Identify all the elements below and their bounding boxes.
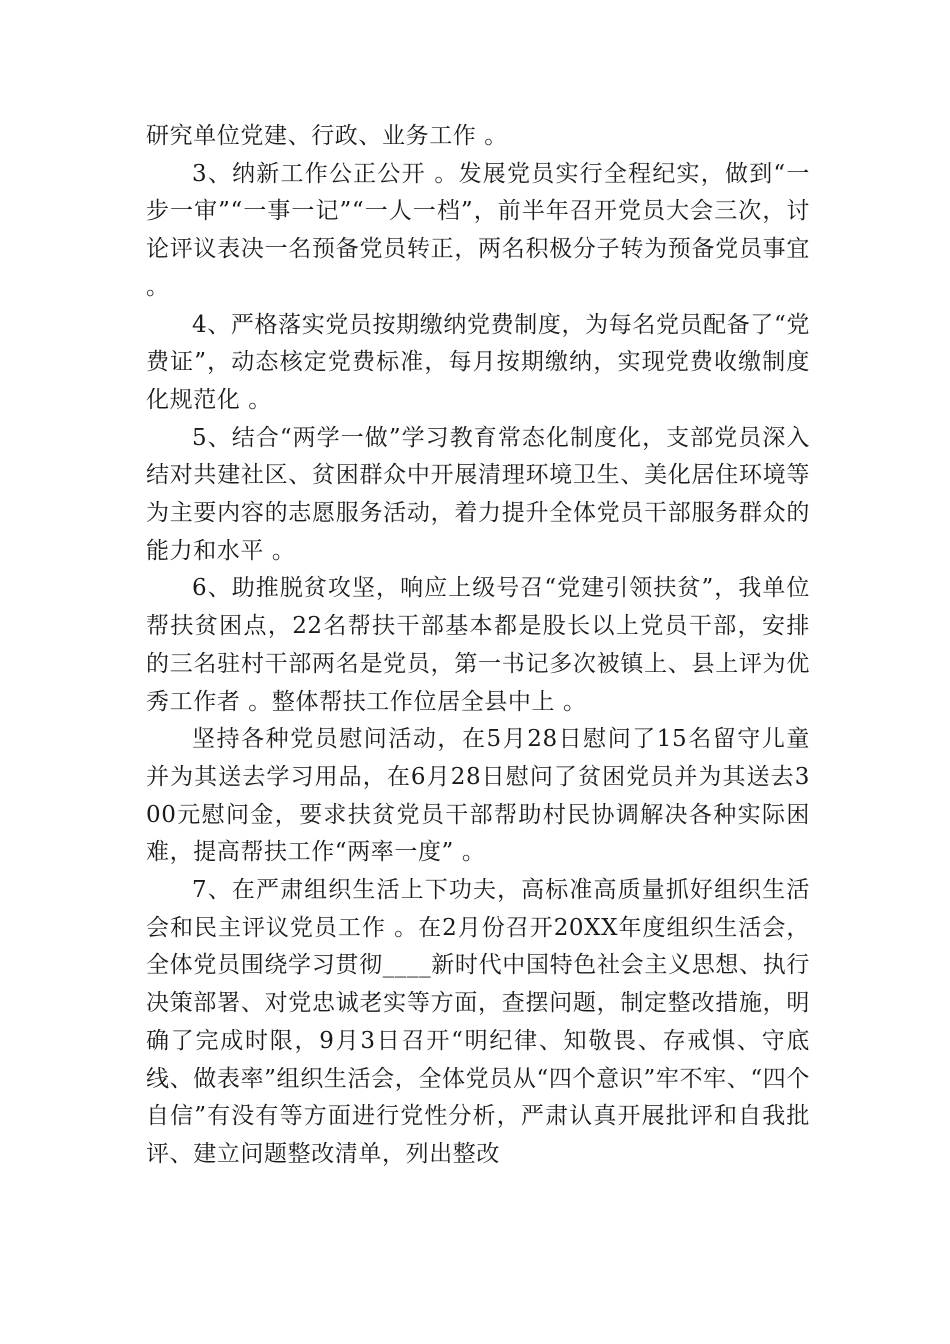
paragraph-item-7: 7、在严肃组织生活上下功夫，高标准高质量抓好组织生活会和民主评议党员工作 。在2月份召开20XX年度组织生活会，全体党员围绕学习贯彻____新时代中国特色社会主义思想、执行决策部署、对党忠诚老实等方面，查摆问题，制定整改措施，明确了完成时限，9月3日召开“明纪律、知敬畏、存戒惧、守底线、做表率”组织生活会，全体党员从“四个意识”牢不牢、“四个自信”有没有等方面进行党性分析，严肃认真开展批评和自我批评、建立问题整改清单，列出整改 <box>146 877 810 1167</box>
paragraph-item-5: 5、结合“两学一做”学习教育常态化制度化，支部党员深入结对共建社区、贫困群众中开展清理环境卫生、美化居住环境等为主要内容的志愿服务活动，着力提升全体党员干部服务群众的能力和水平 。 <box>146 424 810 564</box>
paragraph-item-4: 4、严格落实党员按期缴纳党费制度，为每名党员配备了“党费证”，动态核定党费标准，每月按期缴纳，实现党费收缴制度化规范化 。 <box>146 311 810 413</box>
paragraph-item-6: 6、助推脱贫攻坚，响应上级号召“党建引领扶贫”，我单位帮扶贫困点，22名帮扶干部基本都是股长以上党员干部，安排的三名驻村干部两名是党员，第一书记多次被镇上、县上评为优秀工作者 。整体帮扶工作位居全县中上 。 <box>146 575 810 715</box>
document-body <box>146 118 810 1174</box>
paragraph-visit-activities: 坚持各种党员慰问活动，在5月28日慰问了15名留守儿童并为其送去学习用品，在6月28日慰问了贫困党员并为其送去300元慰问金，要求扶贫党员干部帮助村民协调解决各种实际困难，提高帮扶工作“两率一度” 。 <box>146 726 810 866</box>
paragraph-continued: 研究单位党建、行政、业务工作 。 <box>146 123 508 149</box>
paragraph-item-3: 3、纳新工作公正公开 。发展党员实行全程纪实，做到“一步一审”“一事一记”“一人一档”，前半年召开党员大会三次，讨论评议表决一名预备党员转正，两名积极分子转为预备党员事宜 。 <box>146 160 810 300</box>
